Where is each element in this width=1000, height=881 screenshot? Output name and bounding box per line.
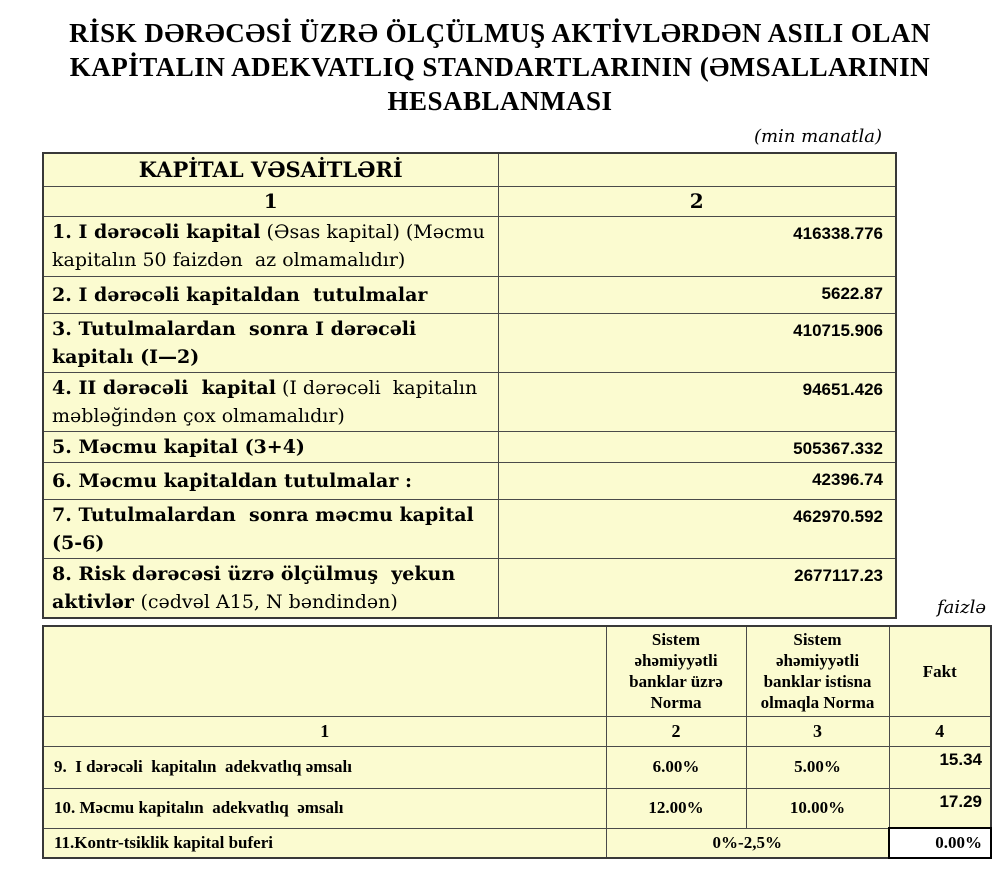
- capital-table-title: KAPİTAL VƏSAİTLƏRİ: [43, 153, 498, 186]
- row-label: [43, 276, 498, 313]
- row-label-rest: (cədvəl A15, N bəndindən): [140, 590, 398, 613]
- title-line-1: RİSK DƏRƏCƏSİ ÜZRƏ ÖLÇÜLMUŞ AKTİVLƏRDƏN ASILI OLAN: [69, 18, 931, 48]
- row-label: [43, 372, 498, 431]
- table-row: [43, 216, 896, 276]
- table-row: [43, 431, 896, 462]
- row-label: 9. I dərəcəli kapitalın adekvatlıq əmsalı: [43, 746, 606, 788]
- row-value: 5622.87: [498, 276, 896, 313]
- row-label: [43, 313, 498, 372]
- row-label: [43, 431, 498, 462]
- row-norma-ex: 5.00%: [746, 746, 889, 788]
- row-label-bold: 8. Risk dərəcəsi üzrə ölçülmuş yekun aktivlər: [52, 562, 462, 613]
- row-norma-ex: 10.00%: [746, 788, 889, 828]
- row-label: [43, 462, 498, 499]
- title-line-2: KAPİTALIN ADEKVATLIQ STANDARTLARININ (ƏMSALLARININ: [69, 52, 931, 82]
- unit-note-min-manatla: (min manatla): [753, 126, 882, 147]
- column-number-1: 1: [43, 186, 498, 216]
- row-value: 42396.74: [498, 462, 896, 499]
- row-label-bold: 3. Tutulmalardan sonra I dərəcəli kapitalı (I—2): [52, 317, 423, 368]
- row-value: 505367.332: [498, 431, 896, 462]
- capital-table: [42, 152, 897, 619]
- row-norma-sib: 12.00%: [606, 788, 746, 828]
- row-label-bold: 1. I dərəcəli kapital: [52, 221, 261, 243]
- row-value: 416338.776: [498, 216, 896, 276]
- row-label-bold: 2. I dərəcəli kapitaldan tutulmalar: [52, 283, 428, 306]
- table-row: [43, 313, 896, 372]
- row-label-bold: 5. Məcmu kapital (3+4): [52, 435, 305, 458]
- capital-table-header-empty-cell: [498, 153, 896, 186]
- row-label: [43, 499, 498, 558]
- row-value: 462970.592: [498, 499, 896, 558]
- unit-note-faizle: faizlə: [936, 597, 986, 618]
- title-line-3: HESABLANMASI: [387, 86, 613, 116]
- column-number-3: 3: [746, 716, 889, 746]
- row-value: 2677117.23: [498, 558, 896, 618]
- table-row: [43, 372, 896, 431]
- row-fakt: 17.29: [889, 788, 991, 828]
- row-value: 410715.906: [498, 313, 896, 372]
- row-value: 94651.426: [498, 372, 896, 431]
- row-label-bold: 7. Tutulmalardan sonra məcmu kapital (5-6): [52, 503, 481, 554]
- ratio-table-number-row: [43, 716, 991, 746]
- table-row: [43, 828, 991, 858]
- column-number-2: 2: [498, 186, 896, 216]
- page-title: [0, 16, 1000, 118]
- row-norma-sib: 6.00%: [606, 746, 746, 788]
- table-row: [43, 788, 991, 828]
- column-number-2: 2: [606, 716, 746, 746]
- ratio-header-norma-sib: Sistem əhəmiyyətli banklar üzrə Norma: [606, 626, 746, 716]
- column-number-1: 1: [43, 716, 606, 746]
- row-label-bold: 4. II dərəcəli kapital: [52, 376, 276, 399]
- row-label-rest: (Əsas kapital) (Məcmu kapitalın 50 faizdən az olmamalıdır): [52, 221, 491, 271]
- column-number-4: 4: [889, 716, 991, 746]
- row-fakt: 15.34: [889, 746, 991, 788]
- row-label: 11.Kontr-tsiklik kapital buferi: [43, 828, 606, 858]
- row-label-bold: 6. Məcmu kapitaldan tutulmalar :: [52, 469, 412, 492]
- row-label-rest: (I dərəcəli kapitalın məbləğindən çox olmamalıdır): [52, 376, 484, 427]
- ratio-table: [42, 625, 992, 859]
- row-fakt: 0.00%: [889, 828, 991, 858]
- table-row: [43, 276, 896, 313]
- ratio-header-empty-cell: [43, 626, 606, 716]
- capital-table-number-row: [43, 186, 896, 216]
- row-label: 10. Məcmu kapitalın adekvatlıq əmsalı: [43, 788, 606, 828]
- table-row: [43, 499, 896, 558]
- ratio-header-norma-ex: Sistem əhəmiyyətli banklar istisna olmaqla Norma: [746, 626, 889, 716]
- row-norma-range: 0%-2,5%: [606, 828, 889, 858]
- capital-table-header-row: [43, 153, 896, 186]
- table-row: [43, 746, 991, 788]
- ratio-table-header-row: [43, 626, 991, 716]
- ratio-header-fakt: Fakt: [889, 626, 991, 716]
- table-row: [43, 462, 896, 499]
- row-label: [43, 216, 498, 276]
